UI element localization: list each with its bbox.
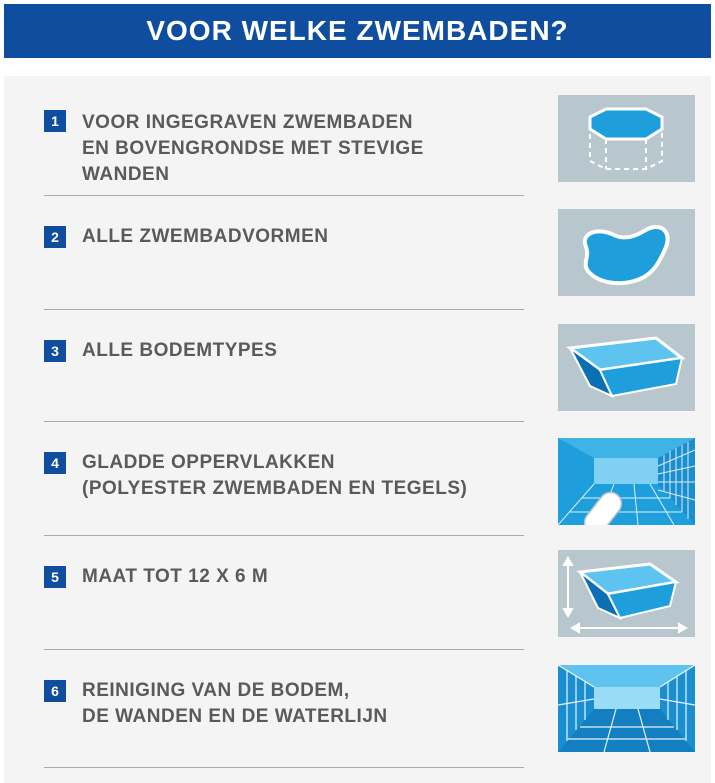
list-item <box>4 76 711 196</box>
list-item <box>4 536 711 650</box>
list-item <box>4 422 711 536</box>
tiled-pool-icon <box>558 438 695 525</box>
list-item <box>4 650 711 770</box>
item-number: 5 <box>44 566 66 588</box>
item-label: MAAT TOT 12 X 6 M <box>82 566 269 587</box>
freeform-pool-icon <box>558 209 695 296</box>
pool-types-panel <box>4 76 711 783</box>
item-label: GLADDE OPPERVLAKKEN (POLYESTER ZWEMBADEN EN TEGELS) <box>82 452 468 499</box>
item-number: 4 <box>44 452 66 474</box>
item-label: ALLE ZWEMBADVORMEN <box>82 226 329 247</box>
octagon-pool-icon <box>558 95 695 182</box>
item-label: VOOR INGEGRAVEN ZWEMBADEN EN BOVENGRONDSE MET STEVIGE WANDEN <box>82 112 424 185</box>
item-number: 3 <box>44 340 66 362</box>
item-number: 2 <box>44 226 66 248</box>
row-divider <box>44 767 524 768</box>
item-label: ALLE BODEMTYPES <box>82 340 278 361</box>
pool-bottom-icon <box>558 324 695 411</box>
pool-size-icon <box>558 550 695 637</box>
page-title: VOOR WELKE ZWEMBADEN? <box>146 15 569 46</box>
item-number: 1 <box>44 110 66 132</box>
item-label: REINIGING VAN DE BODEM, DE WANDEN EN DE WATERLIJN <box>82 680 388 727</box>
page-header <box>4 4 711 58</box>
item-number: 6 <box>44 680 66 702</box>
list-item <box>4 196 711 310</box>
pool-walls-icon <box>558 665 695 752</box>
list-item <box>4 310 711 422</box>
